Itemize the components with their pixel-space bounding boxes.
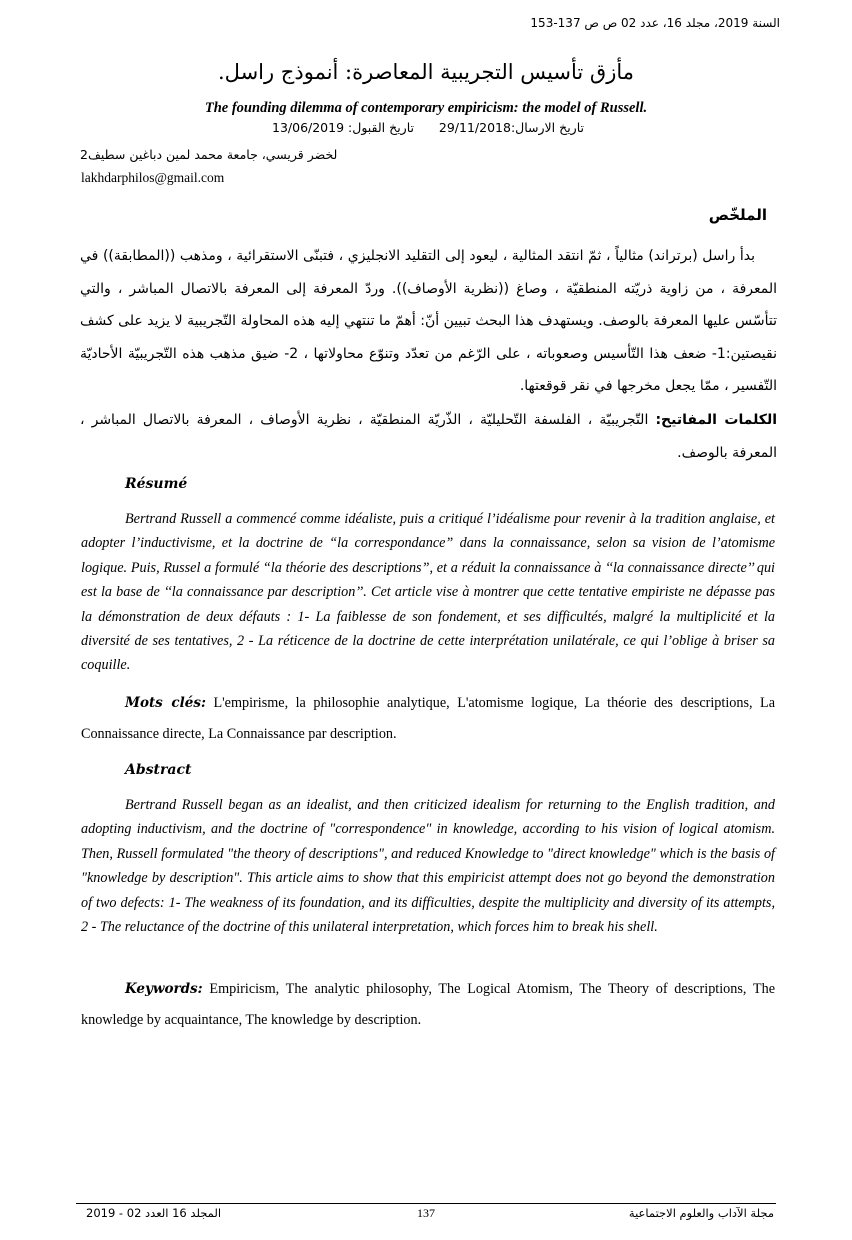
resume-body: Bertrand Russell a commencé comme idéaliste, puis a critiqué l’idéalisme pour revenir à la tradition anglaise, et adopter l’inductivisme, et la doctrine de “la correspondance” dans la connaissance, selon sa vision de l’atomisme logique. Puis, Russel a formulé “la théorie des descriptions”, et a réduit la connaissance à ‘‘la connaissance directe’’ qui est la base de ‘‘la connaissance par description’’. Cet article vise à montrer que cette tentative empiriste ne dépasse pas la démonstration de deux défauts : 1- La faiblesse de son fondement, et ses difficultés, malgré la multiplicité et la diversité de ses tentatives, 2 - La réticence de la doctrine de cette interprétation unilatérale, ce qui l’oblige à briser sa coquille.: [81, 511, 775, 674]
french-keywords: [81, 688, 775, 750]
english-keywords: [81, 974, 775, 1036]
arabic-keywords-label: الكلمات المفاتيح:: [655, 412, 778, 428]
date-accepted: تاريخ القبول: 13/06/2019: [272, 120, 414, 135]
arabic-abstract-heading: الملخّص: [708, 206, 767, 224]
author-email: lakhdarphilos@gmail.com: [81, 170, 225, 185]
footer-issue: المجلد 16 العدد 02 - 2019: [86, 1206, 222, 1220]
abstract-heading: Abstract: [125, 762, 192, 778]
french-keywords-label: Mots clés:: [125, 695, 206, 711]
french-keywords-list: L'empirisme, la philosophie analytique, L'atomisme logique, La théorie des descriptions, La Connaissance directe, La Connaissance par description.: [81, 695, 775, 742]
running-head: السنة 2019، مجلد 16، عدد 02 ص ص 137-153: [530, 16, 780, 30]
arabic-keywords: [80, 404, 777, 469]
footer-page-number: 137: [417, 1206, 435, 1220]
date-submitted: تاريخ الارسال:29/11/2018: [438, 120, 584, 135]
english-keywords-label: Keywords:: [125, 981, 203, 997]
english-title: The founding dilemma of contemporary empiricism: the model of Russell.: [204, 100, 648, 116]
footer-divider: [76, 1203, 776, 1204]
abstract-body: Bertrand Russell began as an idealist, and then criticized idealism for returning to the English tradition, and adopting inductivism, and the doctrine of "correspondence" in knowledge, according to his vision of logical atomism. Then, Russell formulated "the theory of descriptions", and reduced Knowledge to "direct knowledge" which is the basis of "knowledge by description". This article aims to show that this empiricist attempt does not go beyond the demonstration of two defects: 1- The weakness of its foundation, and its difficulties, despite the multiplicity and diversity of its attempts, 2 - The reluctance of the doctrine of this unilateral interpretation, which forces him to break his shell.: [81, 797, 775, 936]
resume-heading: Résumé: [125, 476, 188, 492]
arabic-title: مأزق تأسيس التجريبية المعاصرة: أنموذج راسل.: [217, 60, 635, 84]
arabic-abstract-body: بدأ راسل (برتراند) مثالياً ، ثمّ انتقد المثالية ، ليعود إلى التقليد الانجليزي ، فتبنّى الاستقرائية ، ومذهب ((المطابقة)) في المعرفة ، من زاوية ذريّته المنطقيّة ، وصاغ ((نظرية الأوصاف)). وردّ المعرفة إلى المعرفة بالاتصال المباشر ، والتي تتأسّس عليها المعرفة بالوصف. ويستهدف هذا البحث تبيين أنّ: أهمّ ما تنتهي إليه هذه المحاولة التّجريبية لا يزيد على كشف نقيصتين:1- ضعف هذا التّأسيس وصعوباته ، على الرّغم من تعدّد وتنوّع محاولاتها ، 2- ضيق مذهب هذه التّجريبيّة الأحاديّة التّفسير ، ممّا يجعل مخرجها في نقر قوقعتها.: [80, 248, 777, 394]
author-affiliation: لخضر قريسي، جامعة محمد لمين دباغين سطيف2: [80, 147, 338, 162]
english-keywords-list: Empiricism, The analytic philosophy, The Logical Atomism, The Theory of descriptions, The knowledge by acquaintance, The knowledge by description.: [81, 981, 775, 1028]
footer-journal-name: مجلة الآداب والعلوم الاجتماعية: [628, 1206, 774, 1220]
arabic-keywords-list: التّجريبيّة ، الفلسفة التّحليليّة ، الذّريّة المنطقيّة ، نظرية الأوصاف ، المعرفة بالاتصال المباشر ، المعرفة بالوصف.: [80, 412, 777, 461]
